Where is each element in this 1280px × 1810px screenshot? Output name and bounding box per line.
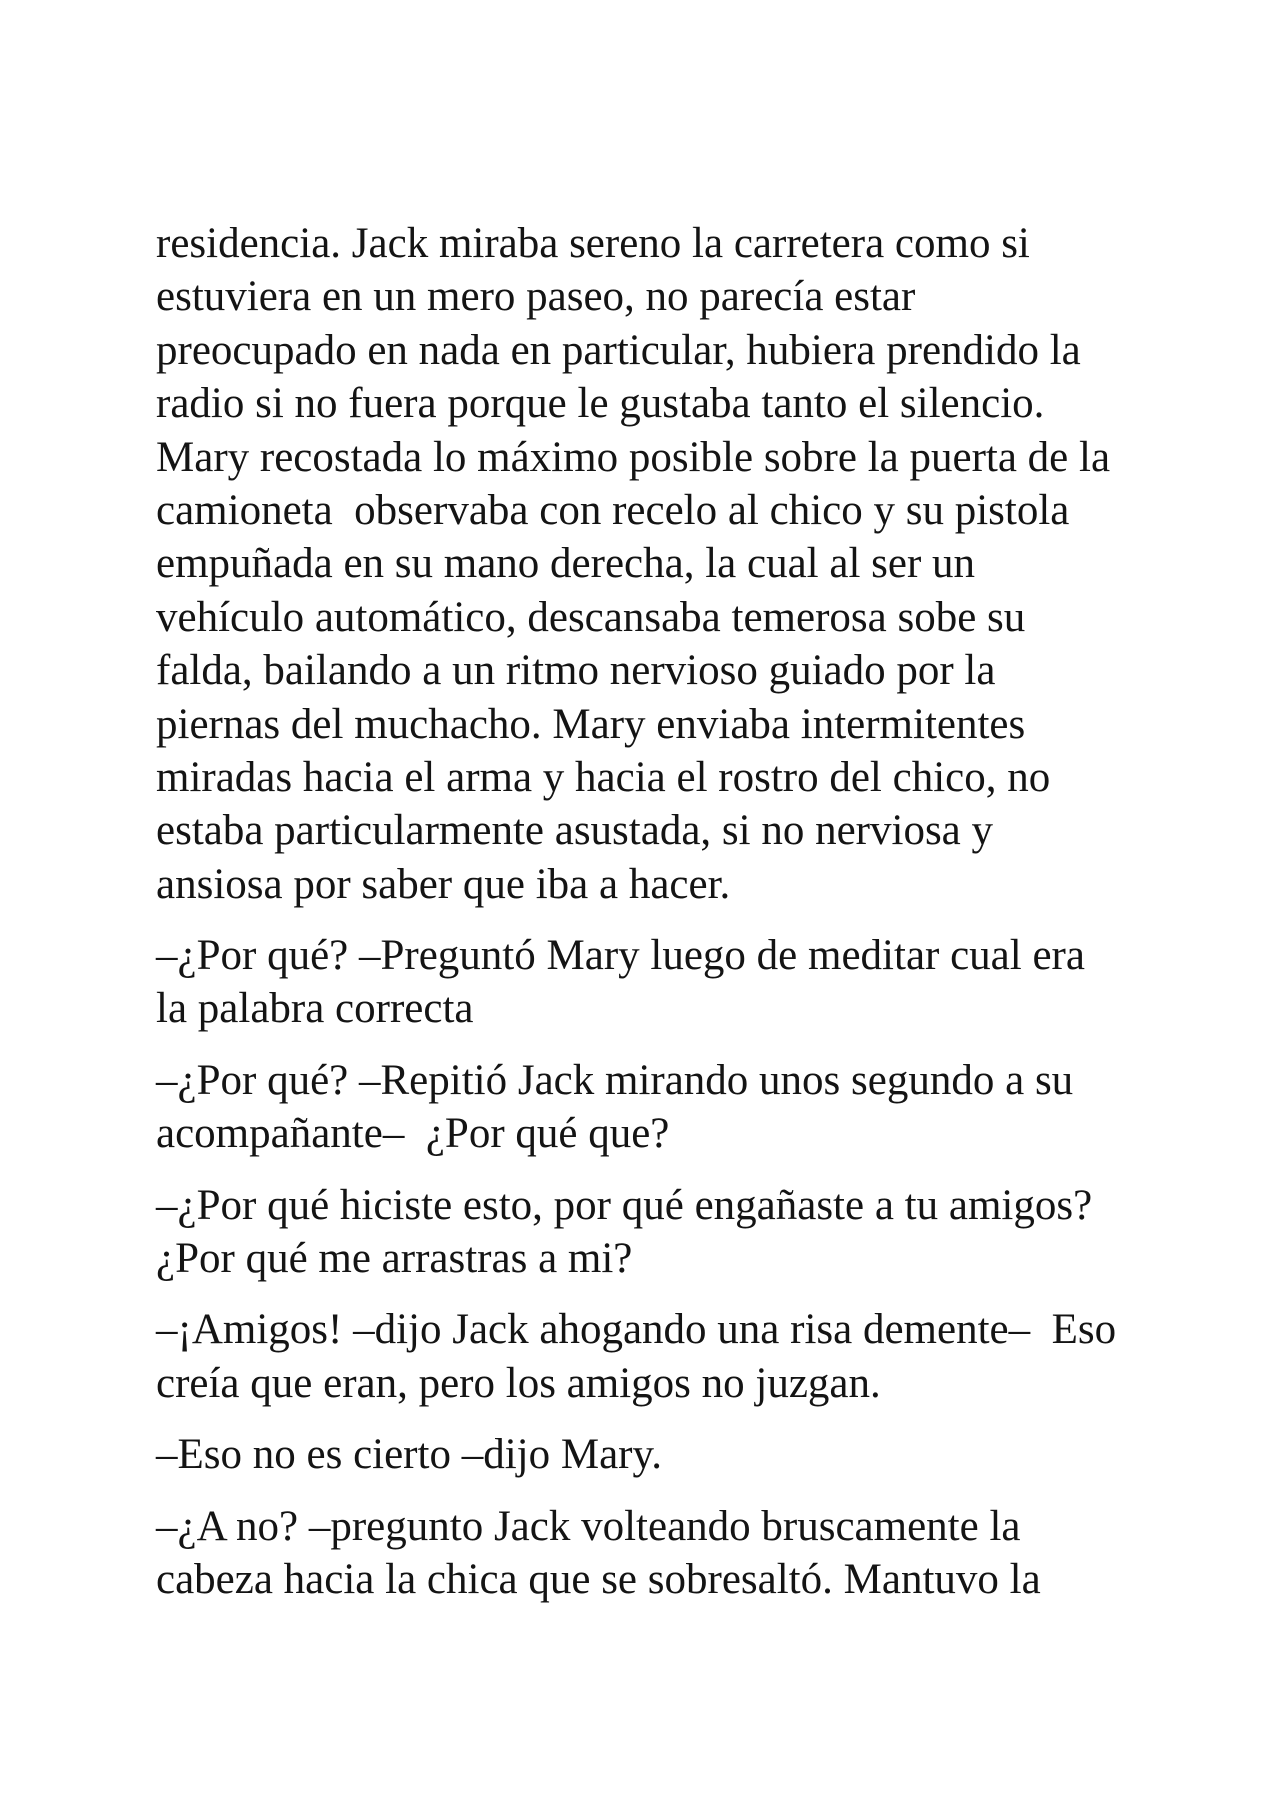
text-line: vehículo automático, descansaba temerosa sobe su — [156, 593, 1026, 641]
text-line: piernas del muchacho. Mary enviaba intermitentes — [156, 700, 1026, 748]
text-line: ¿Por qué me arrastras a mi? — [156, 1235, 633, 1283]
text-line: estuviera en un mero paseo, no parecía estar — [156, 273, 916, 321]
text-line: –¿Por qué? –Repitió Jack mirando unos segundo a su — [156, 1056, 1074, 1104]
text-line: Mary recostada lo máximo posible sobre la puerta de la — [156, 433, 1111, 481]
paragraph-dialogue — [156, 1054, 1196, 1161]
text-line: radio si no fuera porque le gustaba tanto el silencio. — [156, 380, 1045, 428]
paragraph-dialogue — [156, 1179, 1196, 1286]
paragraph-dialogue — [156, 1500, 1196, 1607]
text-line: preocupado en nada en particular, hubiera prendido la — [156, 326, 1081, 374]
text-line: estaba particularmente asustada, si no nerviosa y — [156, 807, 994, 855]
paragraph-dialogue — [156, 929, 1196, 1036]
text-line: creía que eran, pero los amigos no juzgan. — [156, 1359, 881, 1407]
text-line: camioneta observaba con recelo al chico y su pistola — [156, 486, 1070, 534]
text-line: –¿Por qué hiciste esto, por qué engañaste a tu amigos? — [156, 1181, 1093, 1229]
paragraph-dialogue — [156, 1303, 1196, 1410]
text-line: falda, bailando a un ritmo nervioso guiado por la — [156, 647, 996, 695]
text-line: empuñada en su mano derecha, la cual al ser un — [156, 540, 976, 588]
text-line: cabeza hacia la chica que se sobresaltó. Mantuvo la — [156, 1555, 1041, 1603]
paragraph-dialogue — [156, 1428, 1196, 1481]
text-line: acompañante– ¿Por qué que? — [156, 1110, 670, 1158]
text-line: –¿Por qué? –Preguntó Mary luego de meditar cual era — [156, 932, 1085, 980]
text-line: residencia. Jack miraba sereno la carretera como si — [156, 220, 1030, 267]
paragraph-narration — [156, 217, 1196, 911]
text-line: –Eso no es cierto –dijo Mary. — [156, 1431, 662, 1479]
text-line: –¿A no? –pregunto Jack volteando bruscamente la — [156, 1502, 1021, 1550]
text-line: –¡Amigos! –dijo Jack ahogando una risa demente– Eso — [156, 1306, 1117, 1354]
body-text — [156, 217, 1196, 1624]
text-line: miradas hacia el arma y hacia el rostro del chico, no — [156, 753, 1051, 801]
text-line: ansiosa por saber que iba a hacer. — [156, 860, 731, 908]
text-line: la palabra correcta — [156, 985, 474, 1033]
